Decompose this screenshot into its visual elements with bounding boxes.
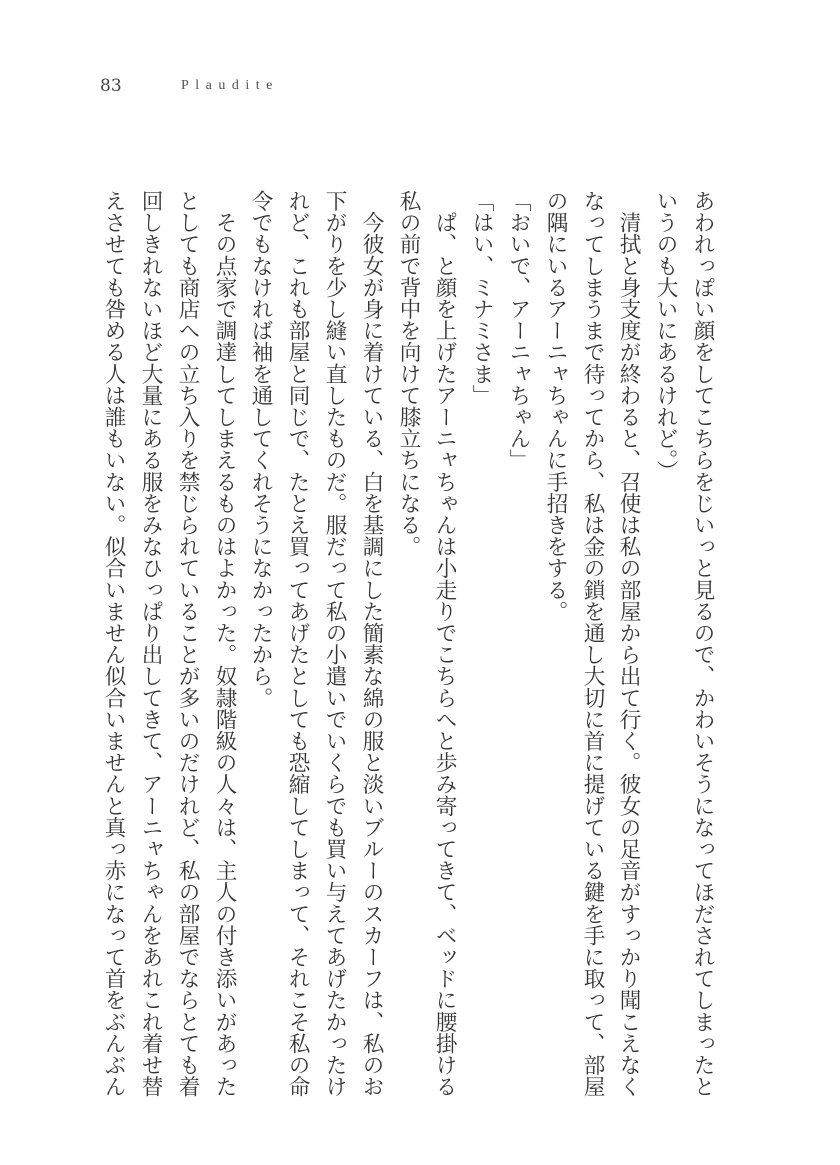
text-line: 回しきれないほど大量にある服をみなひっぱり出してきて、アーニャちゃんをあれこれ着せ替 [138, 190, 163, 1098]
running-title: Plaudite [181, 78, 279, 93]
text-line: えさせても咎める人は誰もいない。似合いません似合いませんと真っ赤になって首をぶんぶん [101, 190, 126, 1098]
text-line: 私の前で背中を向けて膝立ちになる。 [396, 190, 421, 558]
text-line: としても商店への立ち入りを禁じられていることが多いのだけれど、私の部屋でならとても着 [175, 190, 200, 1098]
text-line: 令でもなければ袖を通してくれそうになかったから。 [248, 190, 273, 709]
text-line: 今彼女が身に着けている、白を基調にした簡素な綿の服と淡いブルーのスカーフは、私のお [359, 190, 384, 1098]
text-line: ぱ、と顔を上げたアーニャちゃんは小走りでこちらへと歩み寄ってきて、ベッドに腰掛ける [432, 190, 457, 1098]
text-line: あわれっぽい顔をしてこちらをじいっと見るので、かわいそうになってほだされてしまったと [690, 190, 715, 1098]
text-line: 清拭と身支度が終わると、召使は私の部屋から出て行く。彼女の足音がすっかり聞こえなく [616, 190, 641, 1098]
text-line: 下がりを少し縫い直したものだ。服だって私の小遣いでいくらでも買い与えてあげたかったけ [322, 190, 347, 1098]
text-line: その点家で調達してしまえるものはよかった。奴隷階級の人々は、主人の付き添いがあった [212, 190, 237, 1098]
text-line: れど、これも部屋と同じで、たとえ買ってあげたとしても恐縮してしまって、それこそ私の命 [285, 190, 310, 1098]
text-line: いうのも大いにあるけれど。） [653, 190, 678, 482]
text-line: 「おいで、アーニャちゃん」 [506, 190, 531, 471]
text-line: の隅にいるアーニャちゃんに手招きをする。 [543, 190, 568, 622]
text-line: なってしまうまで待ってから、私は金の鎖を通し大切に首に提げている鍵を手に取って、部屋 [580, 190, 605, 1098]
text-line: 「はい、ミナミさま」 [469, 190, 494, 406]
page-number: 83 [100, 76, 122, 96]
